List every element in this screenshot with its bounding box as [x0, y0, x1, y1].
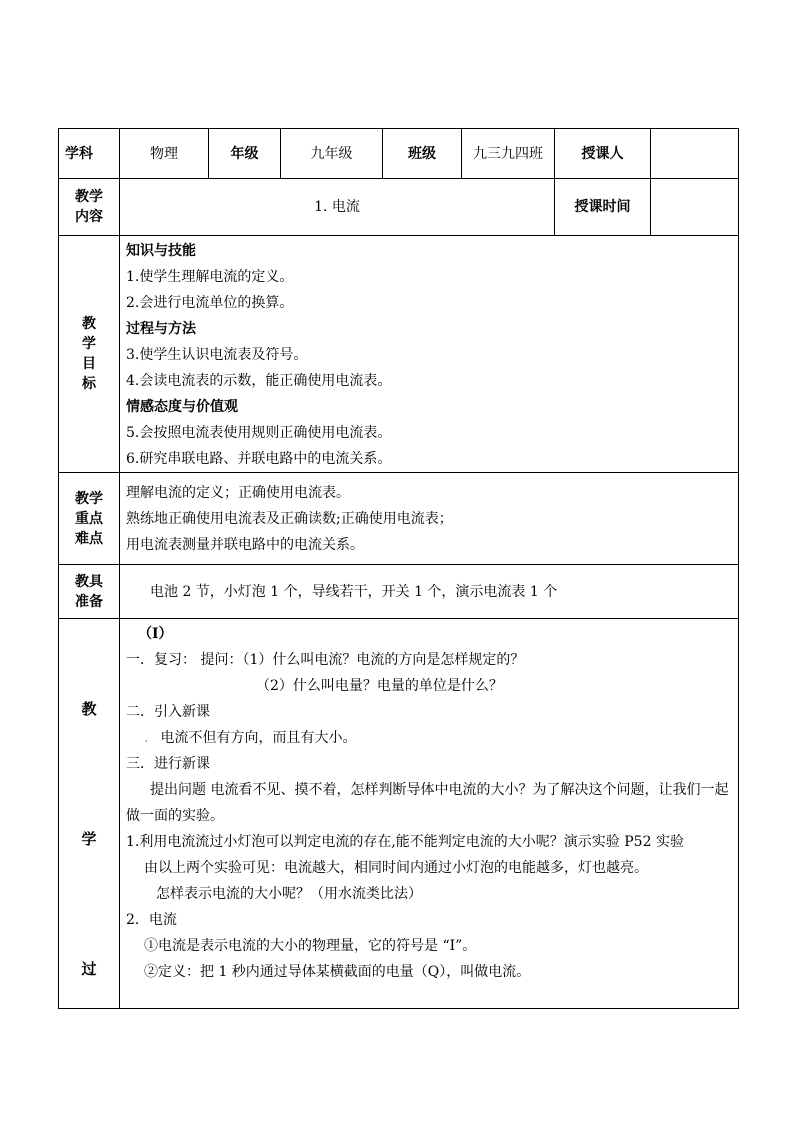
- focus-label-line: 重点: [75, 510, 103, 527]
- focus-label: [59, 473, 120, 565]
- lesson-plan-table: [58, 128, 739, 1009]
- time-value: [651, 179, 739, 236]
- objective-item: 6.研究串联电路、并联电路中的电流关系。: [126, 451, 392, 467]
- process-review: 一．复习： 提问：（1）什么叫电流？电流的方向是怎样规定的？: [126, 652, 525, 668]
- bullet-dot: .: [144, 730, 149, 746]
- focus-line: 用电流表测量并联电路中的电流关系。: [126, 536, 364, 553]
- objective-item: 4.会读电流表的示数，能正确使用电流表。: [126, 373, 392, 389]
- process-intro-line: [126, 725, 738, 751]
- grade-value: 九年级: [281, 129, 383, 179]
- process-label-char: 教: [81, 700, 97, 718]
- objective-item: 1.使学生理解电流的定义。: [126, 269, 294, 285]
- focus-label-line: 教学: [75, 490, 103, 507]
- subject-label: 学科: [59, 129, 120, 179]
- tools-label: [59, 565, 120, 619]
- process-section: （I）: [138, 626, 173, 642]
- process-para3: 怎样表示电流的大小呢？（用水流类比法）: [156, 886, 422, 902]
- objectives-label-char: 标: [82, 376, 96, 392]
- focus-line: 熟练地正确使用电流表及正确读数;正确使用电流表；: [126, 510, 453, 527]
- objectives-label-char: 教: [82, 316, 96, 332]
- process-new: 三．进行新课: [126, 756, 210, 772]
- tools-label-line2: 准备: [75, 593, 103, 610]
- process-para1: 提出问题 电流看不见、摸不着，怎样判断导体中电流的大小？为了解决这个问题，让我们一起做一面的实验。: [126, 782, 729, 824]
- process-review2: （2）什么叫电量？电量的单位是什么？: [256, 678, 503, 694]
- tools-label-line1: 教具: [75, 573, 103, 590]
- objective-item: 5.会按照电流表使用规则正确使用电流表。: [126, 425, 392, 441]
- class-value: 九三九四班: [462, 129, 555, 179]
- objectives-label-char: 学: [82, 336, 96, 352]
- objective-heading: 情感态度与价值观: [126, 399, 238, 415]
- focus-label-line: 难点: [75, 530, 103, 547]
- objective-item: 3.使学生认识电流表及符号。: [126, 347, 308, 363]
- objectives-content: [120, 236, 739, 473]
- process-label: [59, 619, 120, 1009]
- focus-line: 理解电流的定义；正确使用电流表。: [126, 484, 350, 501]
- process-intro-text: 电流不但有方向，而且有大小。: [160, 730, 357, 746]
- process-content: [120, 619, 739, 1009]
- grade-label: 年级: [209, 129, 281, 179]
- focus-content: [120, 473, 739, 565]
- subject-value: 物理: [120, 129, 209, 179]
- process-item2: 2．电流: [126, 912, 177, 928]
- time-label: 授课时间: [555, 179, 651, 236]
- objectives-label-char: 目: [82, 356, 96, 372]
- teacher-label: 授课人: [555, 129, 651, 179]
- objective-heading: 知识与技能: [126, 243, 196, 259]
- objectives-label: [59, 236, 120, 473]
- objectives-row: [59, 236, 739, 473]
- process-sub1: ①电流是表示电流的大小的物理量，它的符号是 “I”。: [144, 938, 477, 954]
- focus-row: [59, 473, 739, 565]
- process-para2: 由以上两个实验可见：电流越大，相同时间内通过小灯泡的电能越多，灯也越亮。: [144, 860, 648, 876]
- process-label-char: 学: [81, 830, 97, 848]
- content-label: [59, 179, 120, 236]
- content-label-line1: 教学: [75, 189, 103, 205]
- content-row: [59, 179, 739, 236]
- class-label: 班级: [383, 129, 462, 179]
- tools-row: [59, 565, 739, 619]
- tools-value: 电池 2 节，小灯泡 1 个，导线若干，开关 1 个，演示电流表 1 个: [120, 565, 739, 619]
- process-intro: 二．引入新课: [126, 704, 210, 720]
- process-label-char: 过: [81, 960, 97, 978]
- process-row: [59, 619, 739, 1009]
- process-item1: 1.利用电流流过小灯泡可以判定电流的存在,能不能判定电流的大小呢？演示实验 P52 实验: [126, 834, 684, 850]
- process-sub2: ②定义：把 1 秒内通过导体某横截面的电量（Q），叫做电流。: [144, 964, 531, 980]
- content-value: 1. 电流: [120, 179, 555, 236]
- objective-item: 2.会进行电流单位的换算。: [126, 295, 294, 311]
- content-label-line2: 内容: [75, 209, 103, 225]
- objective-heading: 过程与方法: [126, 321, 196, 337]
- header-row: [59, 129, 739, 179]
- teacher-value: [651, 129, 739, 179]
